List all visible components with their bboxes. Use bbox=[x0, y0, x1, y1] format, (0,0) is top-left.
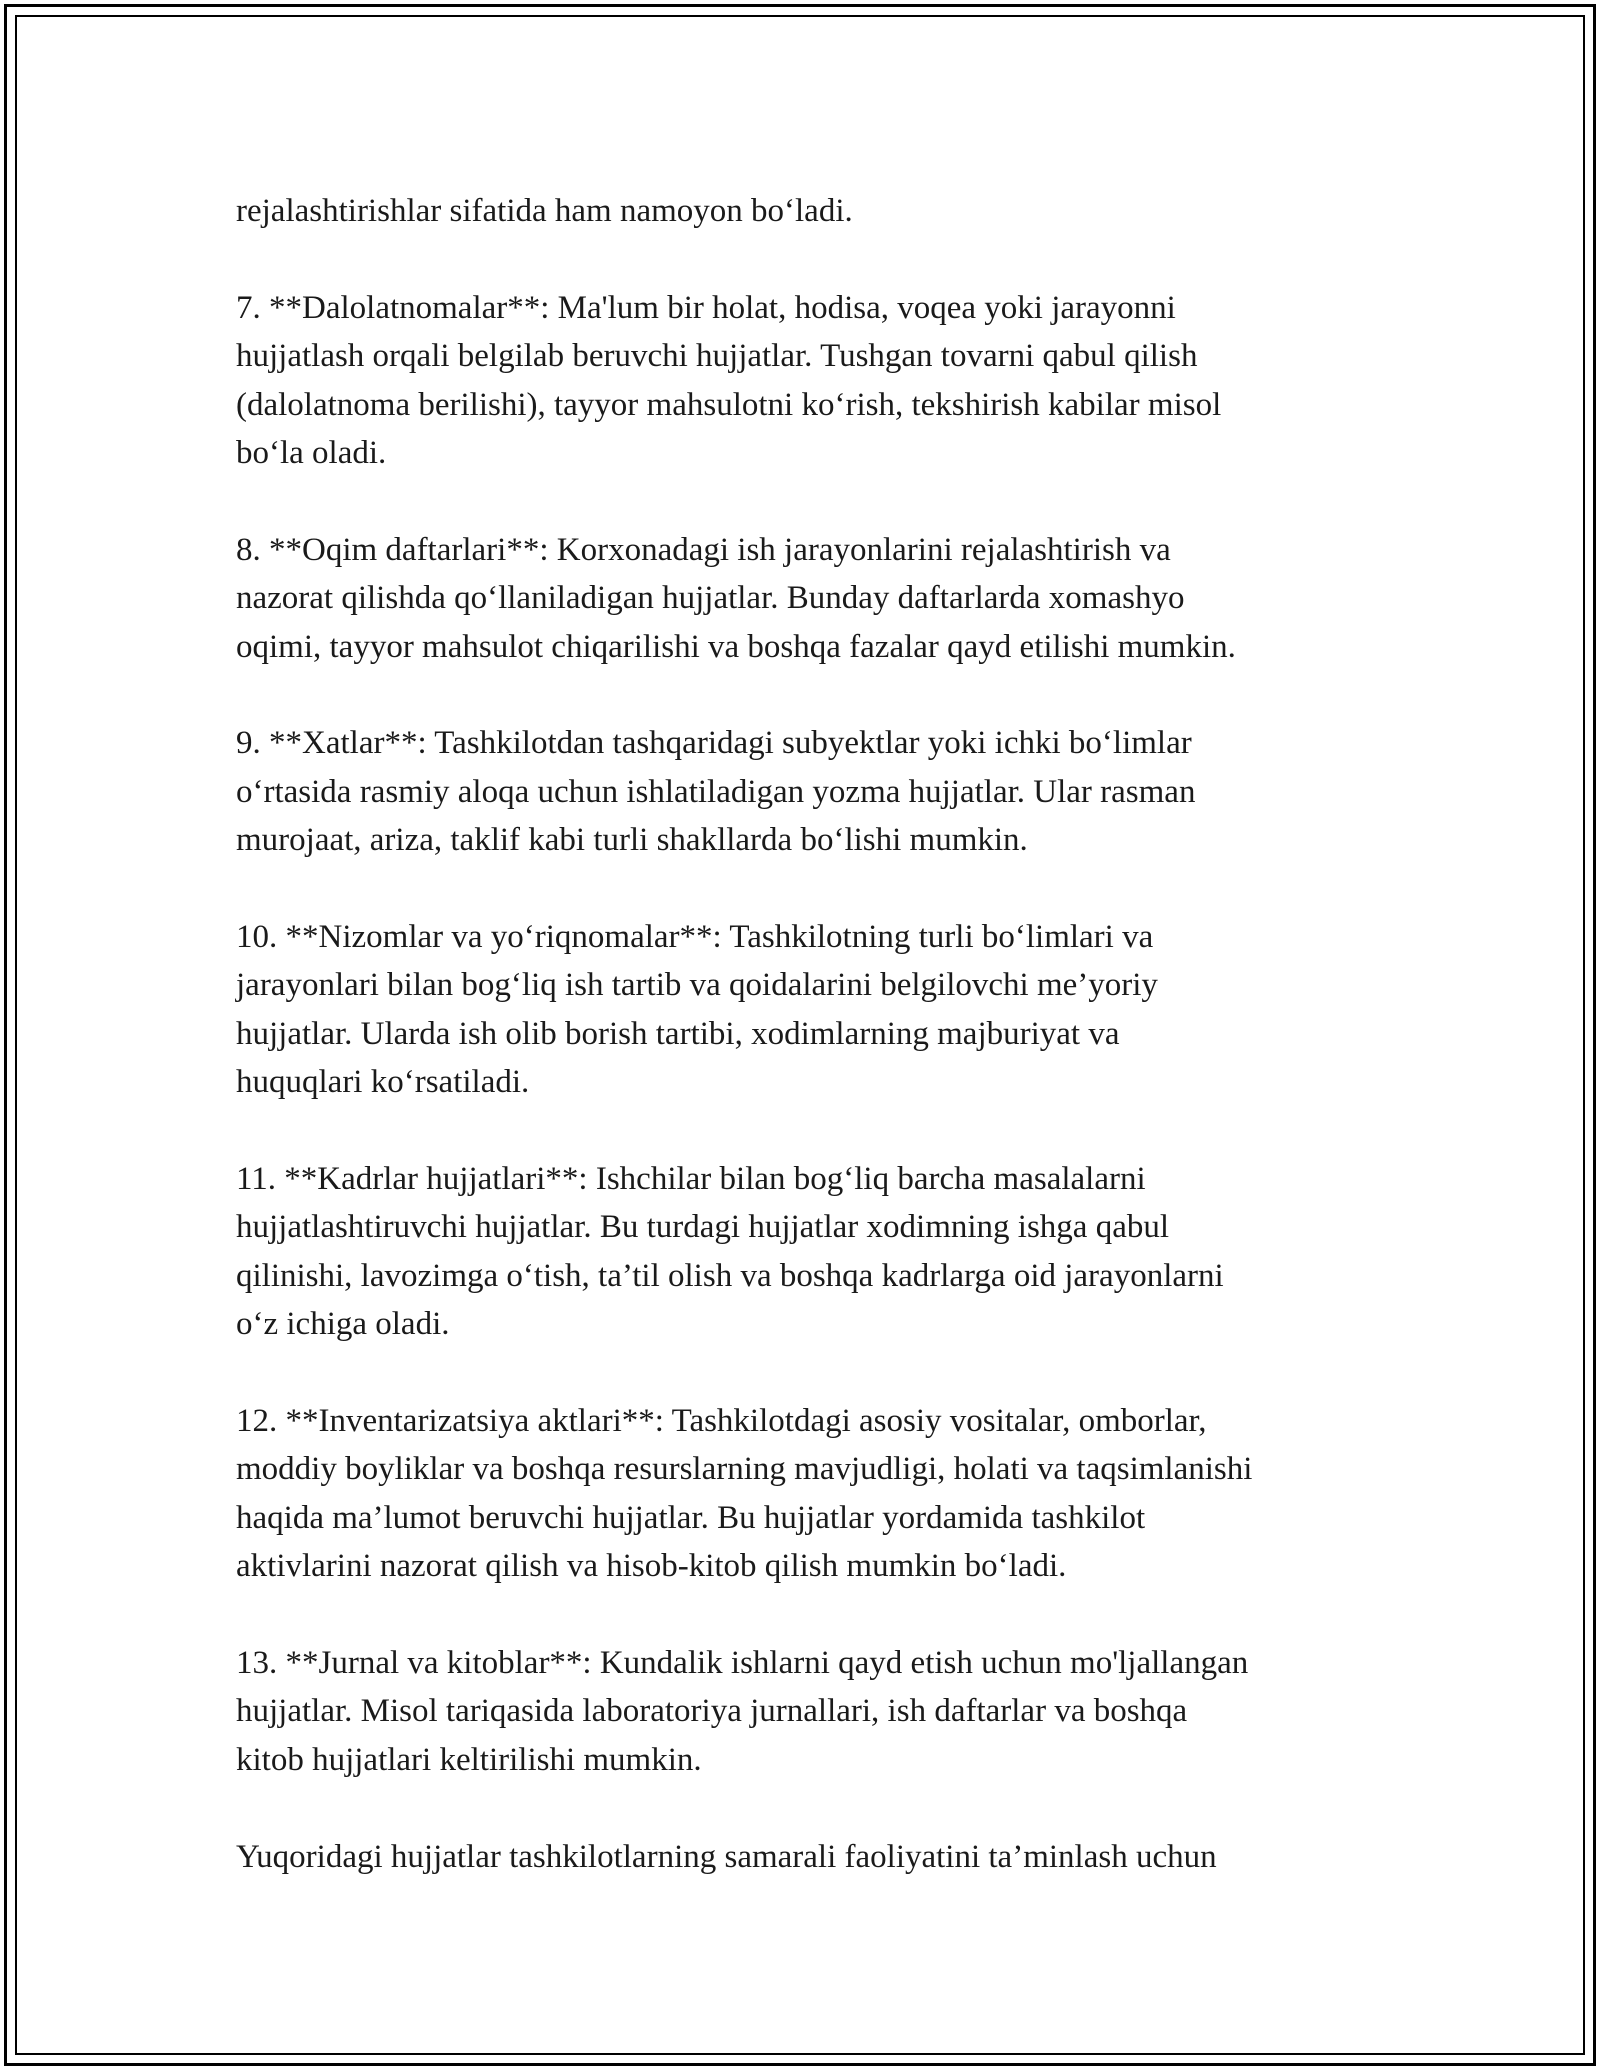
paragraph-item-12-inventarizatsiya: 12. **Inventarizatsiya aktlari**: Tashkilotdagi asosiy vositalar, omborlar, moddiy boyliklar va boshqa resurslarning mavjudligi, holati va taqsimlanishi haqida ma’lumot beruvchi hujjatlar. Bu hujjatlar yordamida tashkilot aktivlarini nazorat qilish va hisob-kitob qilish mumkin bo‘ladi. bbox=[236, 1403, 1253, 1585]
paragraph-item-11-kadrlar: 11. **Kadrlar hujjatlari**: Ishchilar bilan bog‘liq barcha masalalarni hujjatlashtiruvchi hujjatlar. Bu turdagi hujjatlar xodimning ishga qabul qilinishi, lavozimga o‘tish, ta’til olish va boshqa kadrlarga oid jarayonlarni o‘z ichiga oladi. bbox=[236, 1161, 1224, 1343]
paragraph-item-7-dalolatnomalar: 7. **Dalolatnomalar**: Ma'lum bir holat, hodisa, voqea yoki jarayonni hujjatlash orqali belgilab beruvchi hujjatlar. Tushgan tovarni qabul qilish (dalolatnoma berilishi), tayyor mahsulotni ko‘rish, tekshirish kabilar misol bo‘la oladi. bbox=[236, 289, 1222, 472]
document-body bbox=[236, 187, 1386, 1881]
paragraph-item-8-oqim-daftarlari: 8. **Oqim daftarlari**: Korxonadagi ish jarayonlarini rejalashtirish va nazorat qilishda qo‘llaniladigan hujjatlar. Bunday daftarlarda xomashyo oqimi, tayyor mahsulot chiqarilishi va boshqa fazalar qayd etilishi mumkin. bbox=[236, 531, 1236, 665]
paragraph-item-9-xatlar: 9. **Xatlar**: Tashkilotdan tashqaridagi subyektlar yoki ichki bo‘limlar o‘rtasida rasmiy aloqa uchun ishlatiladigan yozma hujjatlar. Ular rasman murojaat, ariza, taklif kabi turli shakllarda bo‘lishi mumkin. bbox=[236, 725, 1196, 859]
paragraph-conclusion: Yuqoridagi hujjatlar tashkilotlarning samarali faoliyatini ta’minlash uchun bbox=[236, 1838, 1217, 1875]
paragraph-item-13-jurnal: 13. **Jurnal va kitoblar**: Kundalik ishlarni qayd etish uchun mo'ljallangan hujjatlar. Misol tariqasida laboratoriya jurnallari, ish daftarlar va boshqa kitob hujjatlari keltirilishi mumkin. bbox=[236, 1645, 1249, 1778]
paragraph-continuation: rejalashtirishlar sifatida ham namoyon bo‘ladi. bbox=[236, 193, 853, 229]
paragraph-item-10-nizomlar: 10. **Nizomlar va yo‘riqnomalar**: Tashkilotning turli bo‘limlari va jarayonlari bilan bog‘liq ish tartib va qoidalarini belgilovchi me’yoriy hujjatlar. Ularda ish olib borish tartibi, xodimlarning majburiyat va huquqlari ko‘rsatiladi. bbox=[236, 919, 1158, 1101]
